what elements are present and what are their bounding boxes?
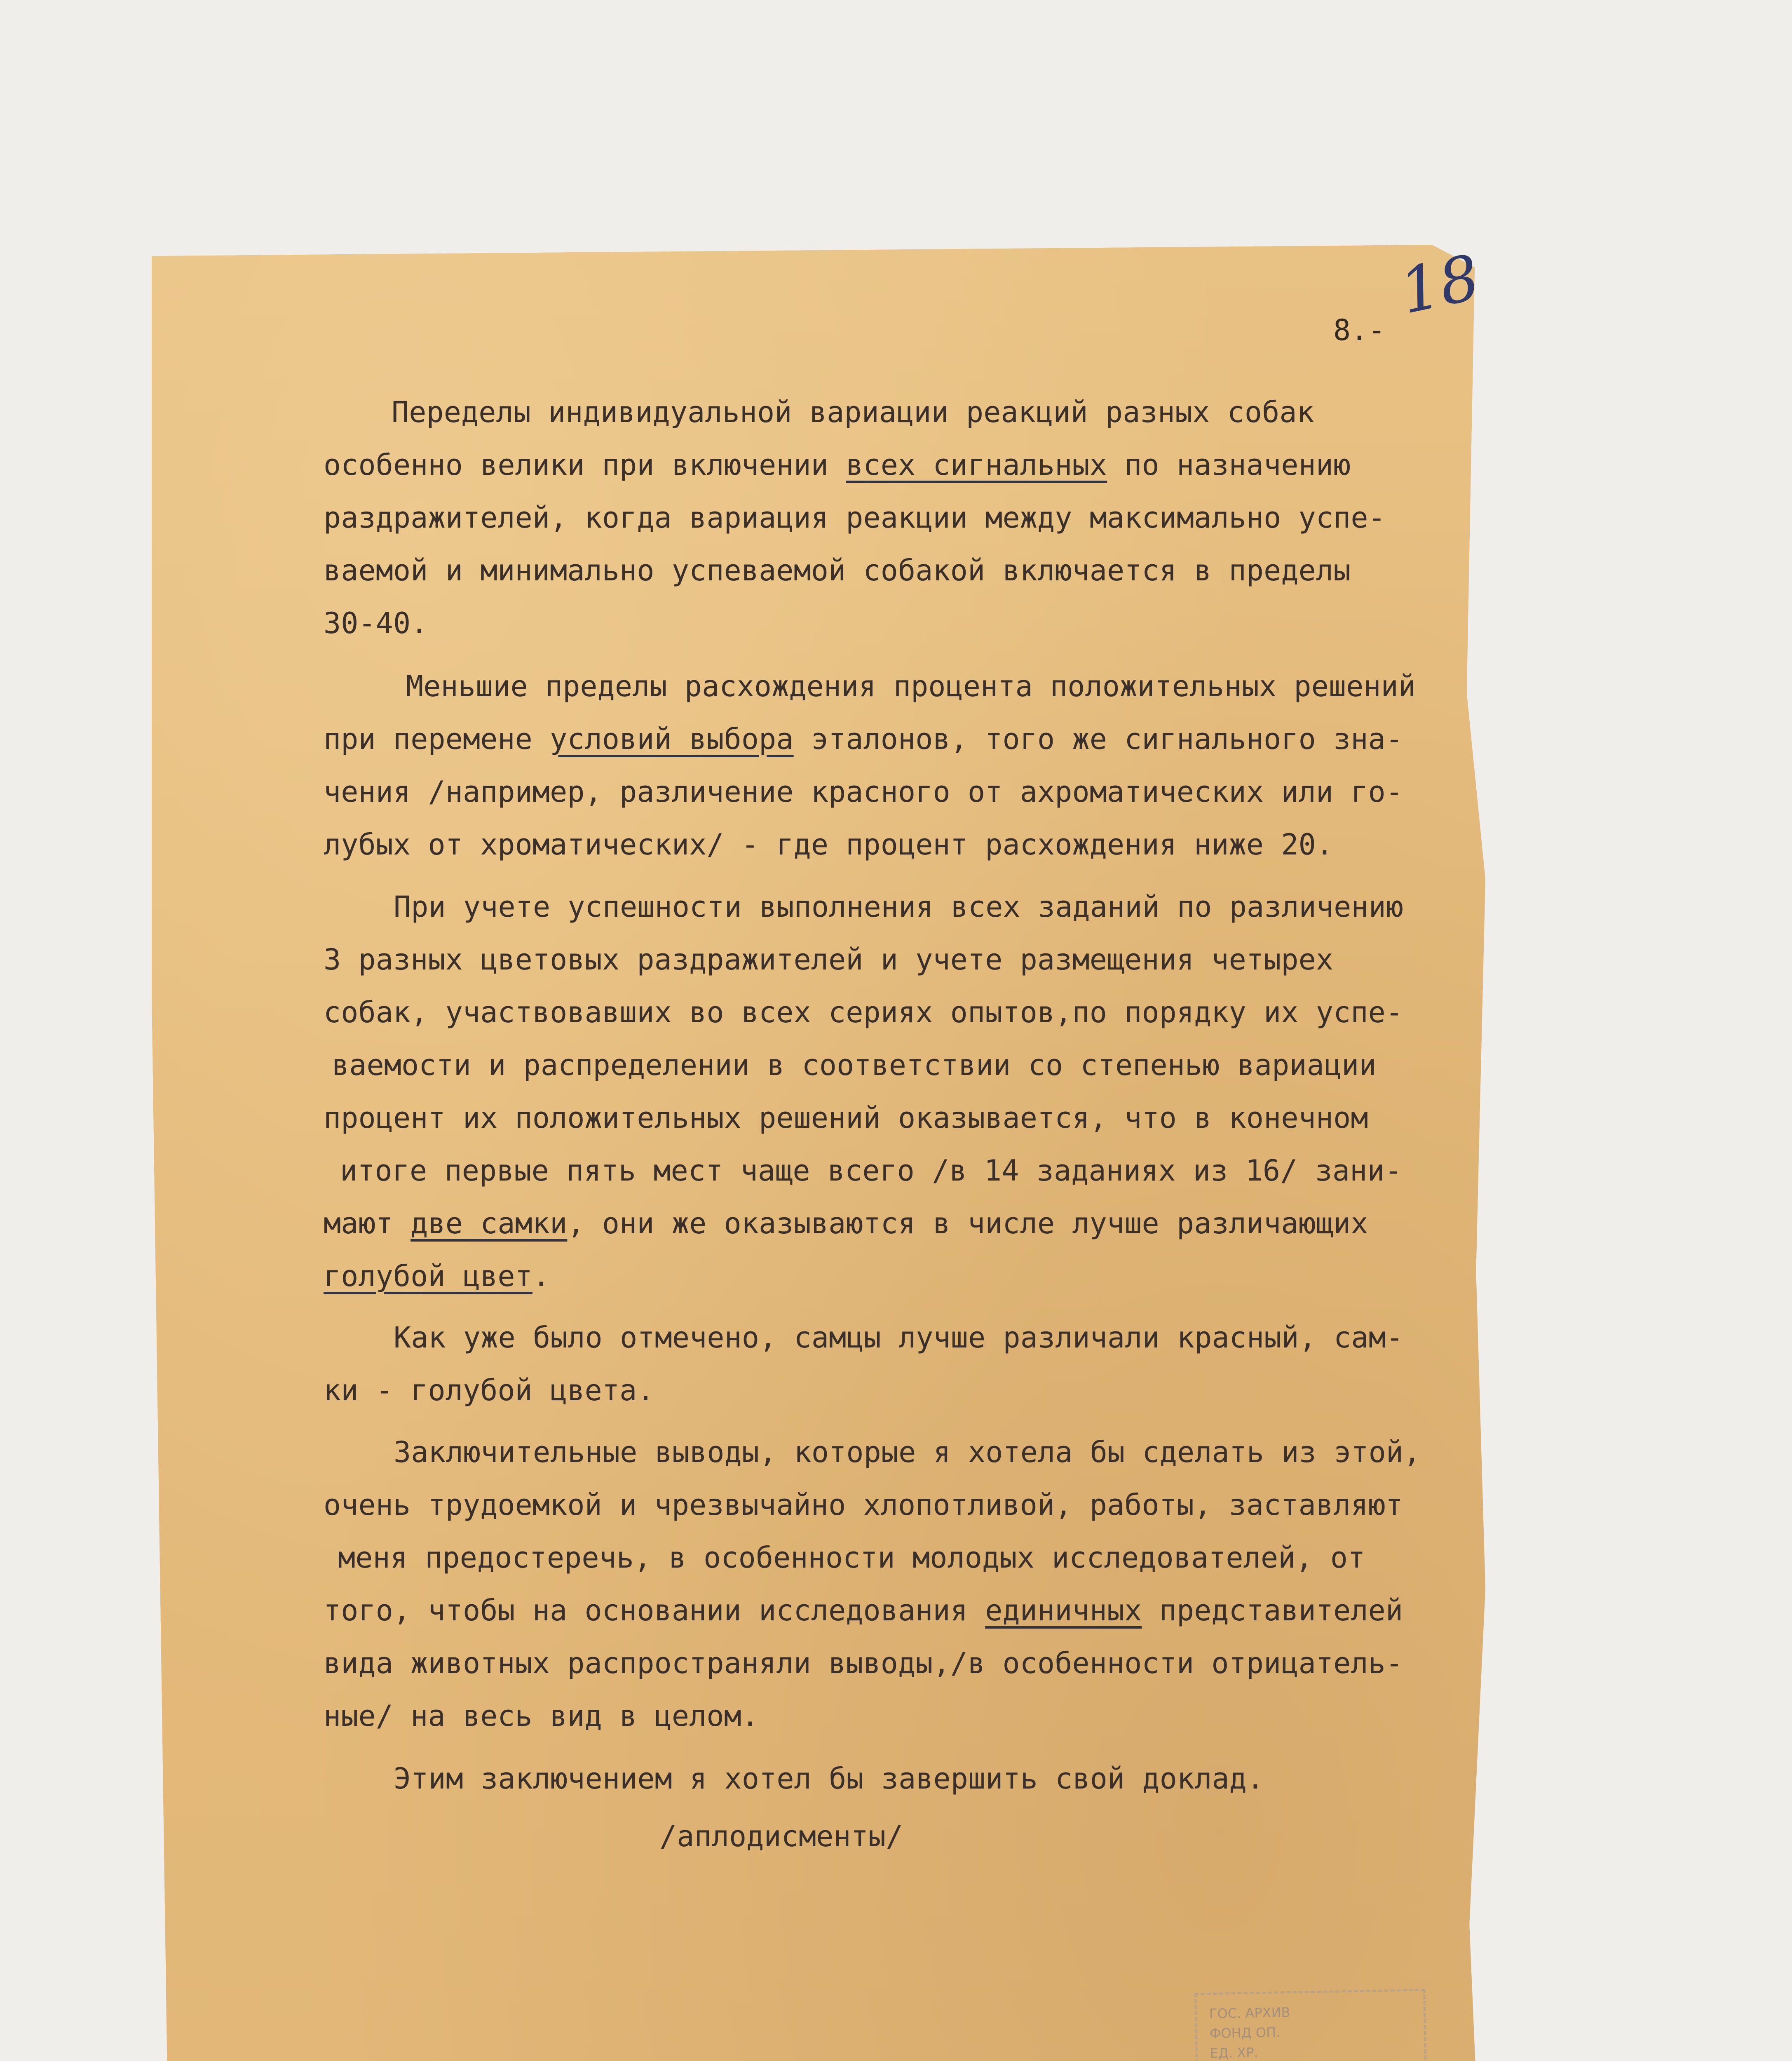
text-line	[324, 501, 1386, 535]
text-segment: При учете успешности выполнения всех заданий по различению	[394, 890, 1404, 924]
text-segment: /аплодисменты/	[659, 1819, 903, 1853]
stamp-line: ФОНД ОП.	[1209, 2024, 1281, 2042]
text-segment: ки - голубой цвета.	[324, 1373, 654, 1407]
text-segment: эталонов, того же сигнального зна-	[793, 722, 1403, 756]
page-number: 8.-	[1333, 313, 1386, 347]
text-line	[394, 1762, 1264, 1796]
text-segment: вида животных распространяли выводы,/в особенности отрицатель-	[324, 1646, 1403, 1680]
text-line	[324, 556, 1351, 585]
text-segment: по назначению	[1107, 448, 1351, 482]
text-line	[659, 1819, 903, 1853]
text-segment: собак, участвовавших во всех сериях опытов,по порядку их успе-	[324, 995, 1403, 1029]
text-segment: меня предостеречь, в особенности молодых исследователей, от	[338, 1541, 1365, 1575]
text-line	[324, 1101, 1368, 1135]
text-line	[324, 1259, 550, 1293]
text-line	[324, 722, 1403, 756]
text-segment: ные/ на весь вид в целом.	[324, 1699, 759, 1733]
stamp-line: ЕД. ХР.	[1210, 2045, 1258, 2061]
text-line	[324, 1373, 654, 1407]
text-line	[324, 943, 1334, 977]
text-segment: 30-40.	[324, 606, 428, 640]
text-line	[392, 395, 1314, 429]
text-segment: очень трудоемкой и чрезвычайно хлопотливой, работы, заставляют	[324, 1488, 1403, 1522]
archive-stamp	[1194, 1989, 1427, 2061]
text-line	[324, 1488, 1403, 1522]
underlined-phrase: единичных	[985, 1594, 1142, 1627]
text-line	[340, 1154, 1402, 1188]
text-line	[394, 1323, 1403, 1352]
underlined-phrase: условий выбора	[550, 722, 794, 756]
text-segment: особенно велики при включении	[324, 448, 846, 482]
text-line	[332, 1048, 1377, 1082]
text-line	[324, 995, 1403, 1029]
text-segment: того, чтобы на основании исследования	[324, 1594, 985, 1627]
text-line	[324, 1209, 1368, 1238]
text-segment: при перемене	[324, 722, 550, 756]
text-segment: чения /например, различение красного от ахроматических или го-	[324, 775, 1403, 809]
text-line	[394, 1435, 1421, 1469]
underlined-phrase: голубой цвет	[324, 1259, 532, 1293]
text-segment: Переделы индивидуальной вариации реакций разных собак	[392, 395, 1314, 429]
text-segment: .	[532, 1259, 550, 1293]
text-line	[324, 606, 428, 640]
text-line	[338, 1541, 1365, 1575]
stamp-line: ГОС. АРХИВ	[1209, 2004, 1290, 2022]
underlined-phrase: всех сигнальных	[846, 448, 1107, 482]
text-segment: Меньшие пределы расхождения процента положительных решений	[406, 669, 1416, 703]
text-line	[324, 1646, 1403, 1680]
text-segment: мают	[324, 1207, 411, 1240]
text-line	[324, 830, 1333, 859]
text-segment: ваемости и распределении в соответствии со степенью вариации	[332, 1048, 1377, 1082]
text-segment: ваемой и минимально успеваемой собакой включается в пределы	[324, 554, 1351, 587]
handwritten-folio-number: 18	[1393, 242, 1486, 328]
text-line	[324, 1699, 759, 1733]
text-segment: Как уже было отмечено, самцы лучше различали красный, сам-	[394, 1321, 1404, 1354]
text-segment: Этим заключением я хотел бы завершить свой доклад.	[394, 1762, 1264, 1796]
text-segment: лубых от хроматических/ - где процент расхождения ниже 20.	[324, 828, 1334, 861]
text-line	[324, 448, 1351, 482]
underlined-phrase: две самки	[410, 1207, 568, 1240]
text-segment: раздражителей, когда вариация реакции между максимально успе-	[324, 501, 1386, 535]
text-segment: Заключительные выводы, которые я хотела бы сделать из этой,	[394, 1435, 1421, 1469]
text-line	[324, 775, 1403, 809]
text-segment: , они же оказываются в числе лучше различающих	[567, 1207, 1368, 1240]
text-line	[406, 669, 1416, 703]
text-line	[394, 890, 1404, 924]
text-segment: процент их положительных решений оказывается, что в конечном	[324, 1101, 1368, 1135]
text-segment: представителей	[1142, 1594, 1403, 1627]
text-segment: итоге первые пять мест чаще всего /в 14 заданиях из 16/ зани-	[340, 1154, 1402, 1188]
text-line	[324, 1596, 1403, 1625]
text-segment: 3 разных цветовых раздражителей и учете размещения четырех	[324, 943, 1334, 977]
